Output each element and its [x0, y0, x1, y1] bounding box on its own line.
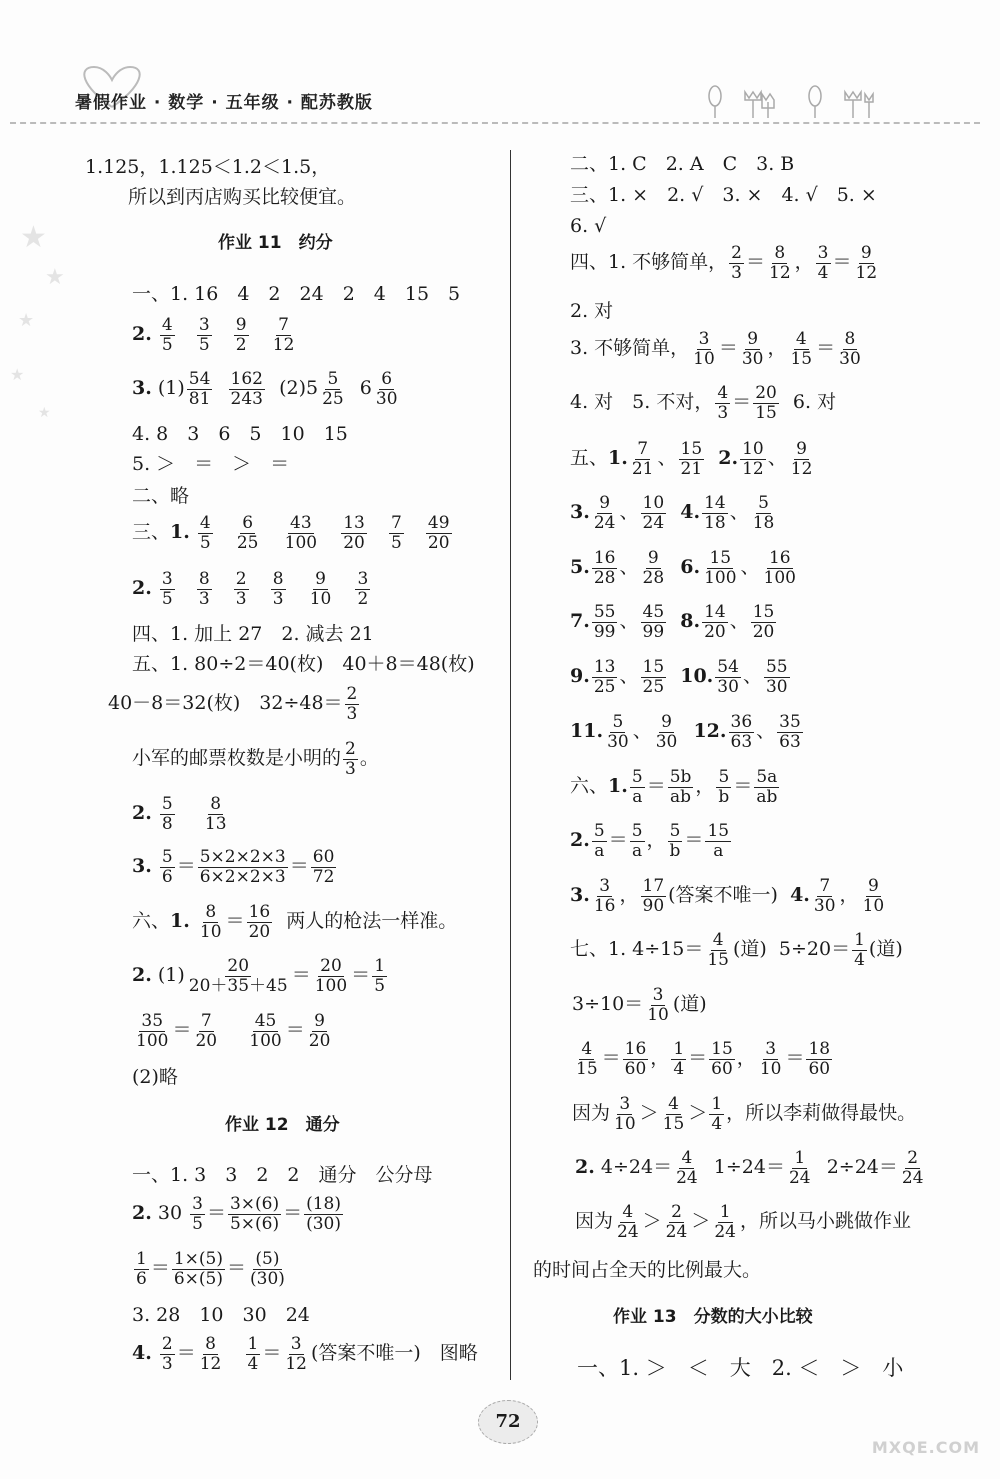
section-title: 作业 12 通分	[225, 1115, 340, 1135]
text-line: 一、1. ＞ ＜ 大 2. ＜ ＞ 小	[577, 1356, 904, 1380]
fraction-row: 因为 $\frac{4}{24}$ ＞ $\frac{2}{24}$ ＞ $\frac{1}{24}$ ，所以马小跳做作业	[575, 1202, 911, 1242]
page-number: 72	[478, 1400, 538, 1444]
header	[75, 88, 373, 113]
fraction-row: 7. $\frac{55}{99}$ 、 $\frac{45}{99}$ 8. $\frac{14}{20}$ 、 $\frac{15}{20}$	[570, 602, 775, 642]
text-span: (答案不唯一) 图略	[310, 1342, 478, 1365]
fraction-row: 3. $\frac{5}{6}$ ＝ $\frac{5\times 2\times 2\times 3}{6\times 2\times 2\times 3}$ ＝ $\frac{60}{72}$	[132, 847, 335, 887]
text-line: 3. 28 10 30 24	[132, 1304, 310, 1326]
fraction-row: $\frac{1}{6}$ ＝ $\frac{1\times(5)}{6\times(5)}$ ＝ $\frac{(5)}{(30)}$	[136, 1249, 285, 1289]
text-span: 3. 不够简单，	[570, 337, 690, 360]
star-decoration: ★	[18, 310, 35, 331]
text-line: 一、1. 16 4 2 24 2 4 15 5	[132, 283, 461, 305]
text-line: 1.125，1.125＜1.2＜1.5，	[85, 156, 331, 178]
text-span: 因为	[572, 1102, 611, 1125]
fraction-row: 4. 对 5. 不对， $\frac{4}{3}$ ＝ $\frac{20}{15}$ 6. 对	[570, 383, 837, 423]
text-line: 的时间占全天的比例最大。	[533, 1259, 762, 1281]
fraction-row: 2. $\frac{4}{5}$ $\frac{3}{5}$ $\frac{9}{2}$ $\frac{7}{12}$	[132, 315, 295, 355]
text-line: 三、1. × 2. √ 3. × 4. √ 5. ×	[570, 184, 877, 206]
fraction-row: 2. $\frac{5}{a}$ ＝ $\frac{5}{a}$ ， $\frac{5}{b}$ ＝ $\frac{15}{a}$	[570, 821, 730, 861]
tulip-decoration	[700, 82, 890, 120]
fraction-row: 五、1. $\frac{7}{21}$ 、 $\frac{15}{21}$ 2. $\frac{10}{12}$ 、 $\frac{9}{12}$	[570, 439, 813, 479]
star-decoration: ★	[38, 405, 51, 421]
fraction-row: 2. 4÷24＝ $\frac{4}{24}$ 1÷24＝ $\frac{1}{24}$ 2÷24＝ $\frac{2}{24}$	[575, 1148, 924, 1188]
fraction-row: $\frac{35}{100}$ ＝ $\frac{7}{20}$ $\frac{45}{100}$ ＝ $\frac{9}{20}$	[136, 1011, 331, 1051]
text-line: 五、1. 80÷2＝40(枚) 40＋8＝48(枚)	[132, 653, 475, 675]
text-line: 4. 8 3 6 5 10 15	[132, 423, 348, 445]
header-divider	[10, 122, 980, 124]
text-span: 因为	[575, 1210, 614, 1233]
fraction-row: 3. $\frac{9}{24}$ 、 $\frac{10}{24}$ 4. $\frac{14}{18}$ 、 $\frac{5}{18}$	[570, 493, 775, 533]
star-decoration: ★	[45, 265, 65, 290]
text-span: (道)	[672, 993, 707, 1016]
fraction-row: 六、1. $\frac{8}{10}$ ＝ $\frac{16}{20}$ 两人的枪法一样准。	[132, 902, 458, 942]
section-title: 作业 11 约分	[218, 233, 333, 253]
text-span: 四、1. 不够简单，	[570, 251, 728, 274]
text-span: 七、1. 4÷15＝	[570, 938, 704, 961]
fraction-row: 11. $\frac{5}{30}$ 、 $\frac{9}{30}$ 12. $\frac{36}{63}$ 、 $\frac{35}{63}$	[570, 712, 801, 752]
fraction-row: 9. $\frac{13}{25}$ 、 $\frac{15}{25}$ 10. $\frac{54}{30}$ 、 $\frac{55}{30}$	[570, 657, 788, 697]
text-span: 小军的邮票枚数是小明的	[132, 747, 342, 770]
fraction-row: 3÷10＝ $\frac{3}{10}$ (道)	[572, 985, 707, 1025]
fraction-row: 三、1. $\frac{4}{5}$ $\frac{6}{25}$ $\frac{43}{100}$ $\frac{13}{20}$ $\frac{7}{5}$ $\frac{49}{20}$	[132, 513, 450, 553]
text-line: 二、略	[132, 485, 190, 507]
text-span: 两人的枪法一样准。	[286, 910, 458, 933]
watermark: MXQE.COM	[871, 1438, 980, 1457]
text-line: 所以到丙店购买比较便宜。	[128, 186, 357, 208]
text-line: 一、1. 3 3 2 2 通分 公分母	[132, 1164, 433, 1186]
fraction-row: 四、1. 不够简单， $\frac{2}{3}$ ＝ $\frac{8}{12}$ ， $\frac{3}{4}$ ＝ $\frac{9}{12}$	[570, 243, 878, 283]
fraction-row: 40－8＝32(枚) 32÷48＝ $\frac{2}{3}$	[108, 684, 358, 724]
text-line: 四、1. 加上 27 2. 减去 21	[132, 623, 374, 645]
text-line: 5. ＞ ＝ ＞ ＝	[132, 453, 290, 475]
text-span: 40－8＝32(枚) 32÷48＝	[108, 692, 343, 715]
fraction-row: 七、1. 4÷15＝ $\frac{4}{15}$ (道) 5÷20＝ $\frac{1}{4}$ (道)	[570, 930, 903, 970]
fraction-row: 因为 $\frac{3}{10}$ ＞ $\frac{4}{15}$ ＞ $\frac{1}{4}$ ，所以李莉做得最快。	[572, 1094, 917, 1134]
star-decoration: ★	[20, 220, 47, 255]
column-divider	[510, 150, 511, 1380]
fraction-row: 3. (1) $\frac{54}{81}$ $\frac{162}{243}$ (2)5 $\frac{5}{25}$ 6 $\frac{6}{30}$	[132, 369, 398, 409]
text-span: (答案不唯一)	[668, 884, 778, 907]
fraction-row: $\frac{4}{15}$ ＝ $\frac{16}{60}$ ， $\frac{1}{4}$ ＝ $\frac{15}{60}$ ， $\frac{3}{10}$ ＝ $\frac{18}{60}$	[576, 1039, 831, 1079]
fraction-row: 小军的邮票枚数是小明的 $\frac{2}{3}$ 。	[132, 739, 379, 779]
fraction-row: 3. 不够简单， $\frac{3}{10}$ ＝ $\frac{9}{30}$ ， $\frac{4}{15}$ ＝ $\frac{8}{30}$	[570, 329, 861, 369]
text-line: 6. √	[570, 215, 607, 237]
text-span: 6. 对	[792, 391, 837, 414]
text-line: 二、1. C 2. A C 3. B	[570, 153, 795, 175]
text-line: 2. 对	[570, 300, 614, 322]
section-title: 作业 13 分数的大小比较	[613, 1307, 813, 1327]
text-span: 4. 对 5. 不对，	[570, 391, 714, 414]
fraction-row: 4. $\frac{2}{3}$ ＝ $\frac{8}{12}$ $\frac{1}{4}$ ＝ $\frac{3}{12}$ (答案不唯一) 图略	[132, 1334, 478, 1374]
fraction-row: 2. (1) $\frac{20}{20+35+45}$ ＝ $\frac{20}{100}$ ＝ $\frac{1}{5}$	[132, 956, 386, 996]
fraction-row: 2. $\frac{3}{5}$ $\frac{8}{3}$ $\frac{2}{3}$ $\frac{8}{3}$ $\frac{9}{10}$ $\frac{3}{2}$	[132, 569, 369, 609]
text-line: (2)略	[132, 1066, 178, 1088]
star-decoration: ★	[10, 365, 25, 384]
fraction-row: 3. $\frac{3}{16}$ ， $\frac{17}{90}$ (答案不唯一) 4. $\frac{7}{30}$ ， $\frac{9}{10}$	[570, 876, 885, 916]
text-span: ，所以李莉做得最快。	[726, 1102, 917, 1125]
fraction-row: 六、1. $\frac{5}{a}$ ＝ $\frac{5b}{ab}$ ， $\frac{5}{b}$ ＝ $\frac{5a}{ab}$	[570, 767, 778, 807]
text-span: (道)	[733, 938, 767, 961]
fraction-row: 2. $\frac{5}{8}$ $\frac{8}{13}$	[132, 794, 227, 834]
fraction-row: 5. $\frac{16}{28}$ 、 $\frac{9}{28}$ 6. $\frac{15}{100}$ 、 $\frac{16}{100}$	[570, 548, 796, 588]
text-span: (道)	[868, 938, 903, 961]
header-title: 暑假作业 · 数学 · 五年级 · 配苏教版	[75, 93, 373, 113]
fraction-row: 2. 30 $\frac{3}{5}$ ＝ $\frac{3\times(6)}{5\times(6)}$ ＝ $\frac{(18)}{(30)}$	[132, 1194, 342, 1234]
text-span: ，所以马小跳做作业	[739, 1210, 911, 1233]
